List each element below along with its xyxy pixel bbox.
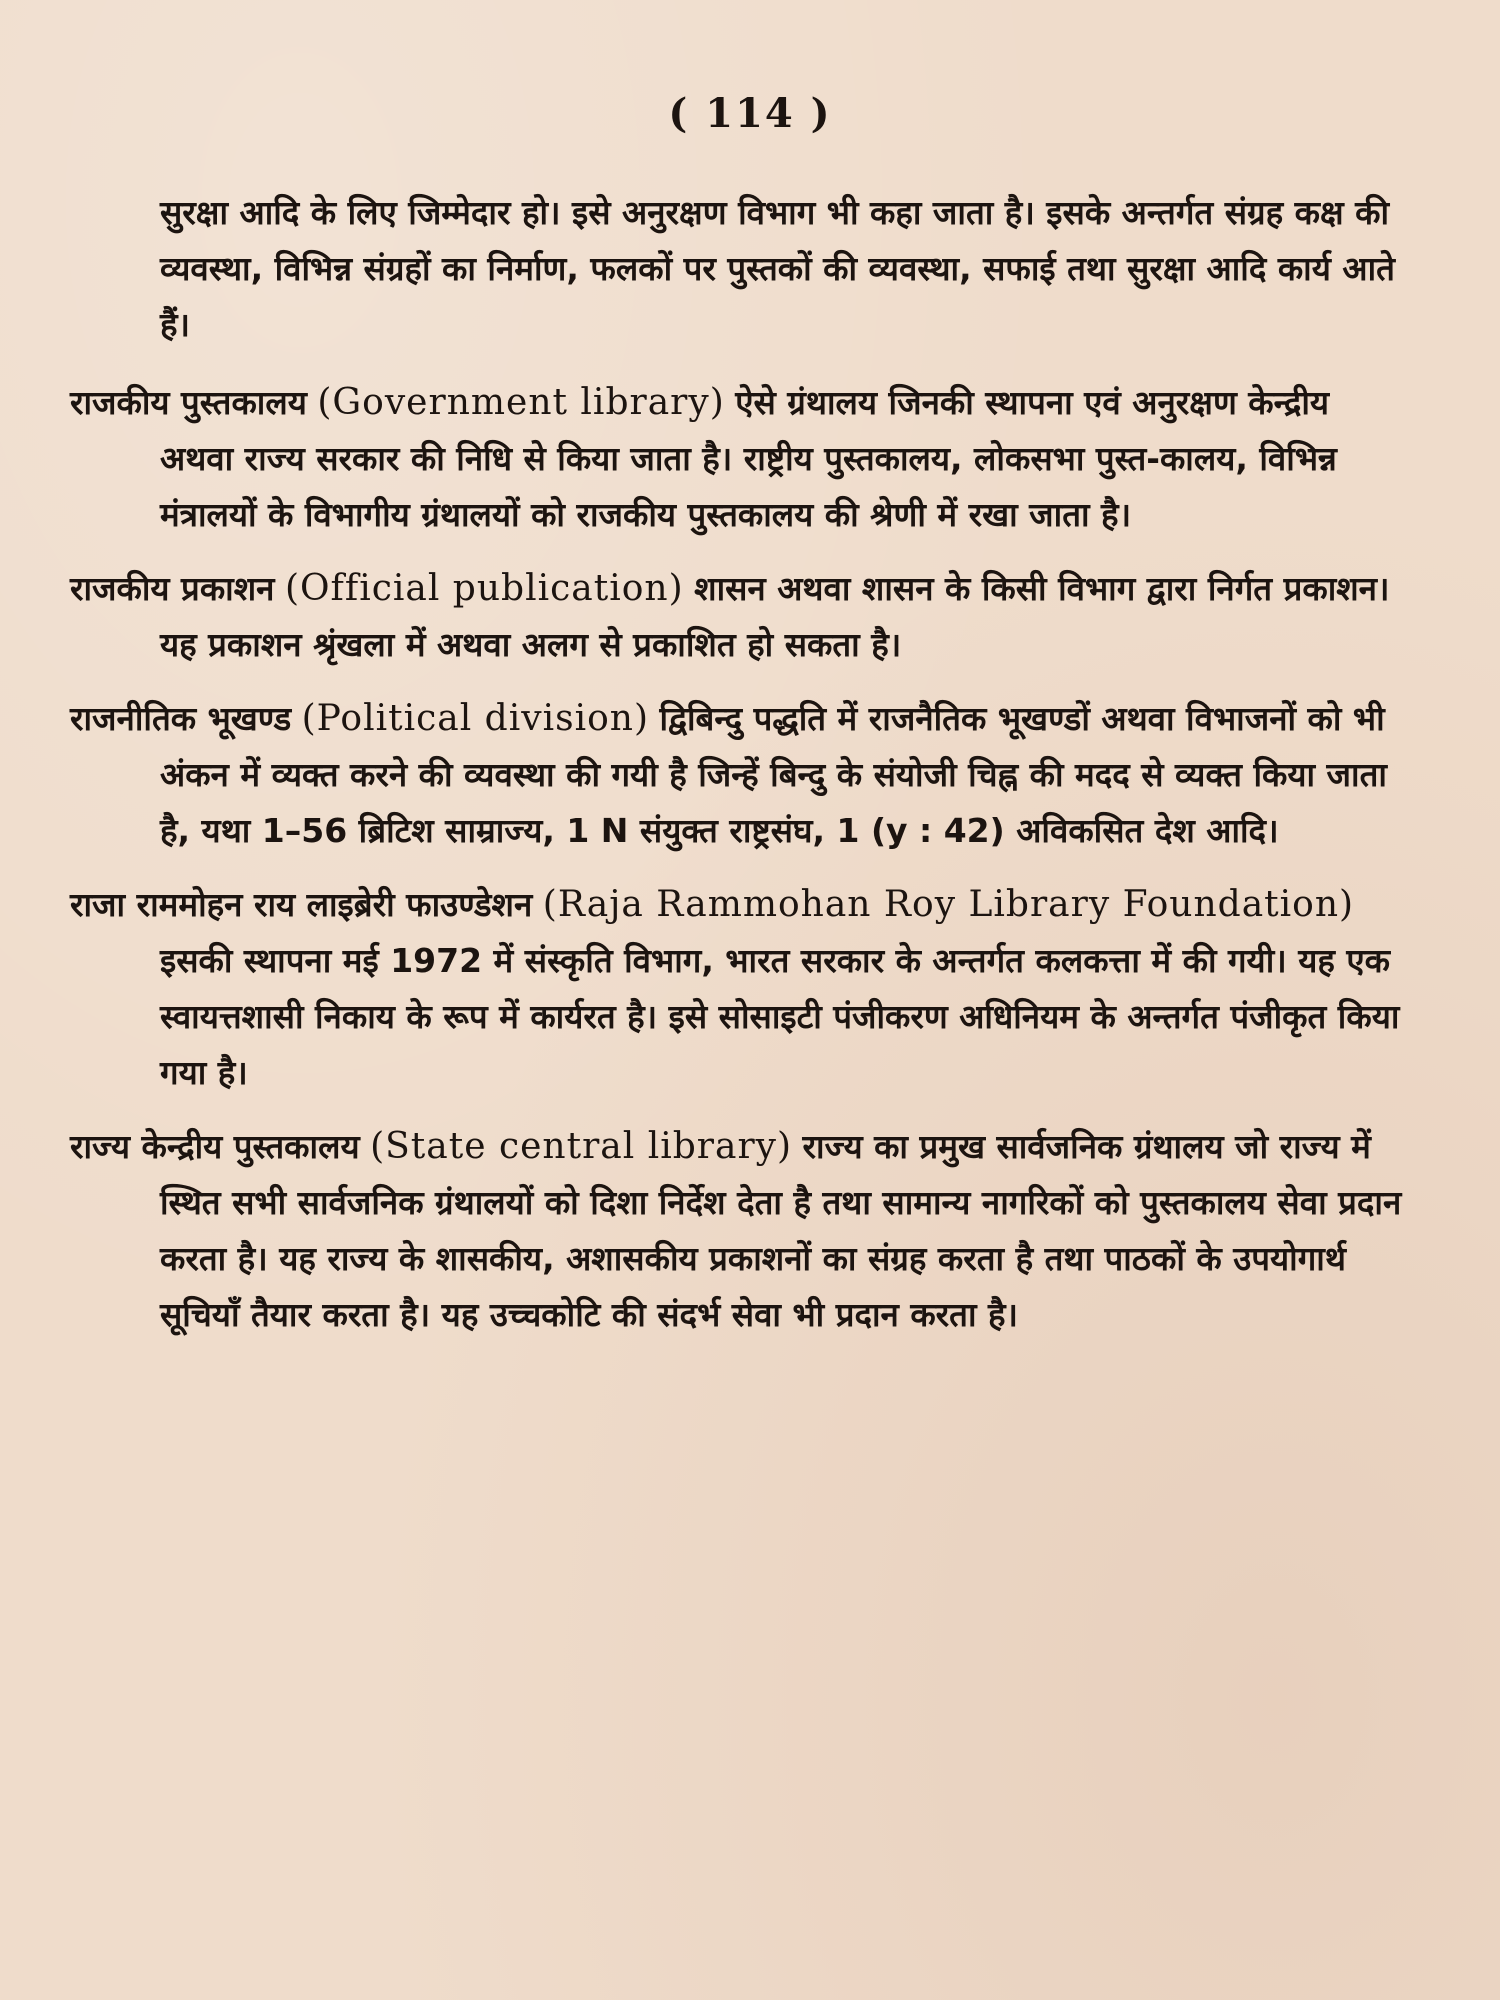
entry-term: राजकीय प्रकाशन — [70, 569, 275, 608]
glossary-entry-raja-rammohan-roy-library-foundation — [70, 877, 1410, 1101]
entry-term: राजा राममोहन राय लाइब्रेरी फाउण्डेशन — [70, 885, 533, 924]
glossary-entry-political-division — [70, 691, 1410, 859]
glossary-entry-government-library — [70, 375, 1410, 543]
continued-paragraph: सुरक्षा आदि के लिए जिम्मेदार हो। इसे अनुरक्षण विभाग भी कहा जाता है। इसके अन्तर्गत संग्रह कक्ष की व्यवस्था, विभिन्न संग्रहों का निर्माण, फलकों पर पुस्तकों की व्यवस्था, सफाई तथा सुरक्षा आदि कार्य आते हैं। — [160, 193, 1395, 344]
entry-definition: शासन अथवा शासन के किसी विभाग द्वारा निर्गत प्रकाशन। यह प्रकाशन श्रृंखला में अथवा अलग से प्रकाशित हो सकता है। — [160, 569, 1390, 664]
entry-english-term: (Raja Rammohan Roy Library Foundation) — [542, 884, 1355, 925]
entry-english-term: (State central library) — [370, 1126, 793, 1167]
page-number: ( 114 ) — [668, 90, 832, 137]
entry-term: राज्य केन्द्रीय पुस्तकालय — [70, 1127, 360, 1166]
glossary-entry-official-publication — [70, 561, 1410, 673]
entry-term: राजनीतिक भूखण्ड — [70, 699, 292, 738]
entry-definition: इसकी स्थापना मई 1972 में संस्कृति विभाग, भारत सरकार के अन्तर्गत कलकत्ता में की गयी। यह एक स्वायत्तशासी निकाय के रूप में कार्यरत है। इसे सोसाइटी पंजीकरण अधिनियम के अन्तर्गत पंजीकृत किया गया है। — [160, 941, 1400, 1092]
page-content — [70, 185, 1410, 1361]
entry-english-term: (Political division) — [301, 698, 649, 739]
entry-definition: ऐसे ग्रंथालय जिनकी स्थापना एवं अनुरक्षण केन्द्रीय अथवा राज्य सरकार की निधि से किया जाता है। राष्ट्रीय पुस्तकालय, लोकसभा पुस्त-कालय, विभिन्न मंत्रालयों के विभागीय ग्रंथालयों को राजकीय पुस्तकालय की श्रेणी में रखा जाता है। — [160, 383, 1337, 534]
entry-definition: राज्य का प्रमुख सार्वजनिक ग्रंथालय जो राज्य में स्थित सभी सार्वजनिक ग्रंथालयों को दिशा निर्देश देता है तथा सामान्य नागरिकों को पुस्तकालय सेवा प्रदान करता है। यह राज्य के शासकीय, अशासकीय प्रकाशनों का संग्रह करता है तथा पाठकों के उपयोगार्थ सूचियाँ तैयार करता है। यह उच्चकोटि की संदर्भ सेवा भी प्रदान करता है। — [160, 1127, 1402, 1334]
entry-english-term: (Government library) — [317, 382, 725, 423]
glossary-entry-state-central-library — [70, 1119, 1410, 1343]
entry-english-term: (Official publication) — [284, 568, 684, 609]
entry-term: राजकीय पुस्तकालय — [70, 383, 307, 422]
entry-definition: द्विबिन्दु पद्धति में राजनैतिक भूखण्डों अथवा विभाजनों को भी अंकन में व्यक्त करने की व्यवस्था की गयी है जिन्हें बिन्दु के संयोजी चिह्न की मदद से व्यक्त किया जाता है, यथा 1–56 ब्रिटिश साम्राज्य, 1 N संयुक्त राष्ट्रसंघ, 1 (y : 42) अविकसित देश आदि। — [160, 699, 1387, 850]
